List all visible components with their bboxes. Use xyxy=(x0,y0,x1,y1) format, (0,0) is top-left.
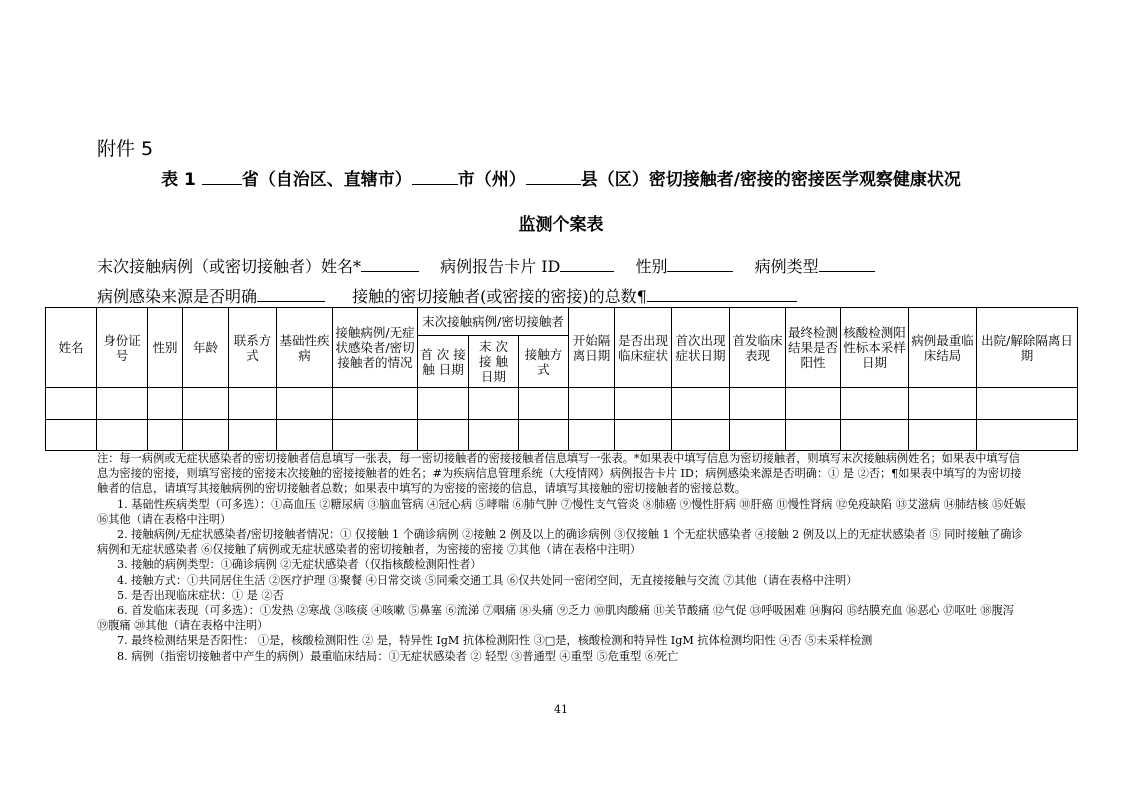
header-contact-mode: 接触方式 xyxy=(519,336,569,388)
note-item-6: 6. 首发临床表现（可多选）：①发热 ②寒战 ③咳痰 ④咳嗽 ⑤鼻塞 ⑥流涕 ⑦咽痛 ⑧头痛 ⑨乏力 ⑩肌肉酸痛 ⑪关节酸痛 ⑫气促 ⑬呼吸困难 ⑭胸闷 ⑮结膜充血 ⑯恶心 ⑰呕吐 ⑱腹泻 ⑲腹痛 ⑳其他（请在表格中注明） xyxy=(97,604,1014,633)
header-last-contact-date: 末 次 接 触 日期 xyxy=(469,336,519,388)
note-main: 注：每一病例或无症状感染者的密切接触者信息填写一张表，每一密切接触者的密接接触者信息填写一张表。*如果表中填写信息为密切接触者，则填写末次接触病例姓名；如果表中填写信息为密接的密接，则填写密接的密接末次接触的密接接触者的姓名；#为疾病信息管理系统（大疫情网）病例报告卡片 ID；病例感染来源是否明确：① 是 ②否；¶如果表中填写的为密切接触者的信息，请填写其接触病例的密切接触者总数；如果表中填写的为密接的密接的信息，请填写其接触的密切接触者的密接总数。 xyxy=(97,452,1022,496)
note-item-5: 5. 是否出现临床症状：① 是 ②否 xyxy=(117,588,284,602)
header-sex: 性别 xyxy=(148,308,183,388)
name-blank[interactable] xyxy=(361,256,419,272)
case-table xyxy=(45,307,1078,451)
header-discharge-date: 出院/解除隔离日期 xyxy=(977,308,1078,388)
header-id: 身份证号 xyxy=(97,308,148,388)
header-first-symptom-date: 首次出现症状日期 xyxy=(672,308,730,388)
title-province: 省（自治区、直辖市） xyxy=(241,170,412,190)
province-blank[interactable] xyxy=(202,184,242,185)
notes-section xyxy=(97,451,1027,664)
header-age: 年龄 xyxy=(183,308,229,388)
note-item-4: 4. 接触方式：①共同居住生活 ②医疗护理 ③聚餐 ④日常交谈 ⑤同乘交通工具 ⑥仅共处同一密闭空间，无直接接触与交流 ⑦其他（请在表格中注明） xyxy=(117,573,858,587)
total-blank[interactable] xyxy=(647,286,797,302)
header-disease: 基础性疾病 xyxy=(277,308,333,388)
note-item-7: 7. 最终检测结果是否阳性： ①是，核酸检测阳性 ② 是，特异性 IgM 抗体检测阳性 ③□是，核酸检测和特异性 IgM 抗体检测均阳性 ④否 ⑤未采样检测 xyxy=(117,634,873,648)
title-county: 县（区）密切接触者/密接的密接医学观察健康状况 xyxy=(580,170,961,190)
county-blank[interactable] xyxy=(526,184,581,185)
case-type-label: 病例类型 xyxy=(754,257,819,276)
page-number: 41 xyxy=(554,703,568,716)
sex-label: 性别 xyxy=(635,257,668,276)
header-last-contact-group: 末次接触病例/密切接触者 xyxy=(418,308,569,336)
sex-blank[interactable] xyxy=(667,256,733,272)
field-row-1 xyxy=(97,254,875,277)
table-row xyxy=(46,420,1078,451)
card-id-blank[interactable] xyxy=(560,256,614,272)
title-city: 市（州） xyxy=(457,170,526,190)
city-blank[interactable] xyxy=(412,184,458,185)
total-label: 接触的密切接触者(或密接的密接)的总数¶ xyxy=(352,287,647,306)
header-final-result: 最终检测结果是否阳性 xyxy=(786,308,841,388)
field-row-2 xyxy=(97,284,797,307)
header-first-presentation: 首发临床表现 xyxy=(730,308,786,388)
card-id-label: 病例报告卡片 ID xyxy=(440,257,561,276)
header-first-contact-date: 首 次 接 触 日期 xyxy=(418,336,469,388)
form-title-line2: 监测个案表 xyxy=(518,215,604,235)
table-row xyxy=(46,388,1078,420)
note-item-1: 1. 基础性疾病类型（可多选）：①高血压 ②糖尿病 ③脑血管病 ④冠心病 ⑤哮喘 ⑥肺气肿 ⑦慢性支气管炎 ⑧肺癌 ⑨慢性肝病 ⑩肝癌 ⑪慢性肾病 ⑫免疫缺陷 ⑬艾滋病 ⑭肺结核 ⑮妊娠 ⑯其他（请在表格中注明） xyxy=(97,497,1026,526)
source-blank[interactable] xyxy=(257,286,325,302)
name-label: 末次接触病例（或密切接触者）姓名* xyxy=(97,257,362,276)
header-situation: 接触病例/无症状感染者/密切接触者的情况 xyxy=(333,308,418,388)
title-prefix: 表 1 xyxy=(161,170,196,190)
header-name: 姓名 xyxy=(46,308,97,388)
source-label: 病例感染来源是否明确 xyxy=(97,287,258,306)
attachment-label: 附件 5 xyxy=(97,138,154,160)
header-symptoms: 是否出现临床症状 xyxy=(615,308,672,388)
header-sample-date: 核酸检测阳性标本采样日期 xyxy=(841,308,909,388)
header-contact: 联系方式 xyxy=(229,308,277,388)
note-item-2: 2. 接触病例/无症状感染者/密切接触者情况：① 仅接触 1 个确诊病例 ②接触 2 例及以上的确诊病例 ③仅接触 1 个无症状感染者 ④接触 2 例及以上的无症状感染者 ⑤ 同时接触了确诊病例和无症状感染者 ⑥仅接触了病例或无症状感染者的密切接触者，为密接的密接 ⑦其他（请在表格中注明） xyxy=(97,528,1023,557)
case-type-blank[interactable] xyxy=(819,256,875,272)
note-item-8: 8. 病例（指密切接触者中产生的病例）最重临床结局：①无症状感染者 ② 轻型 ③普通型 ④重型 ⑤危重型 ⑥死亡 xyxy=(117,649,679,663)
header-isolation-start: 开始隔离日期 xyxy=(569,308,615,388)
note-item-3: 3. 接触的病例类型：①确诊病例 ②无症状感染者（仅指核酸检测阳性者） xyxy=(117,558,482,572)
header-severest: 病例最重临床结局 xyxy=(909,308,977,388)
form-title-line1 xyxy=(0,165,1122,190)
